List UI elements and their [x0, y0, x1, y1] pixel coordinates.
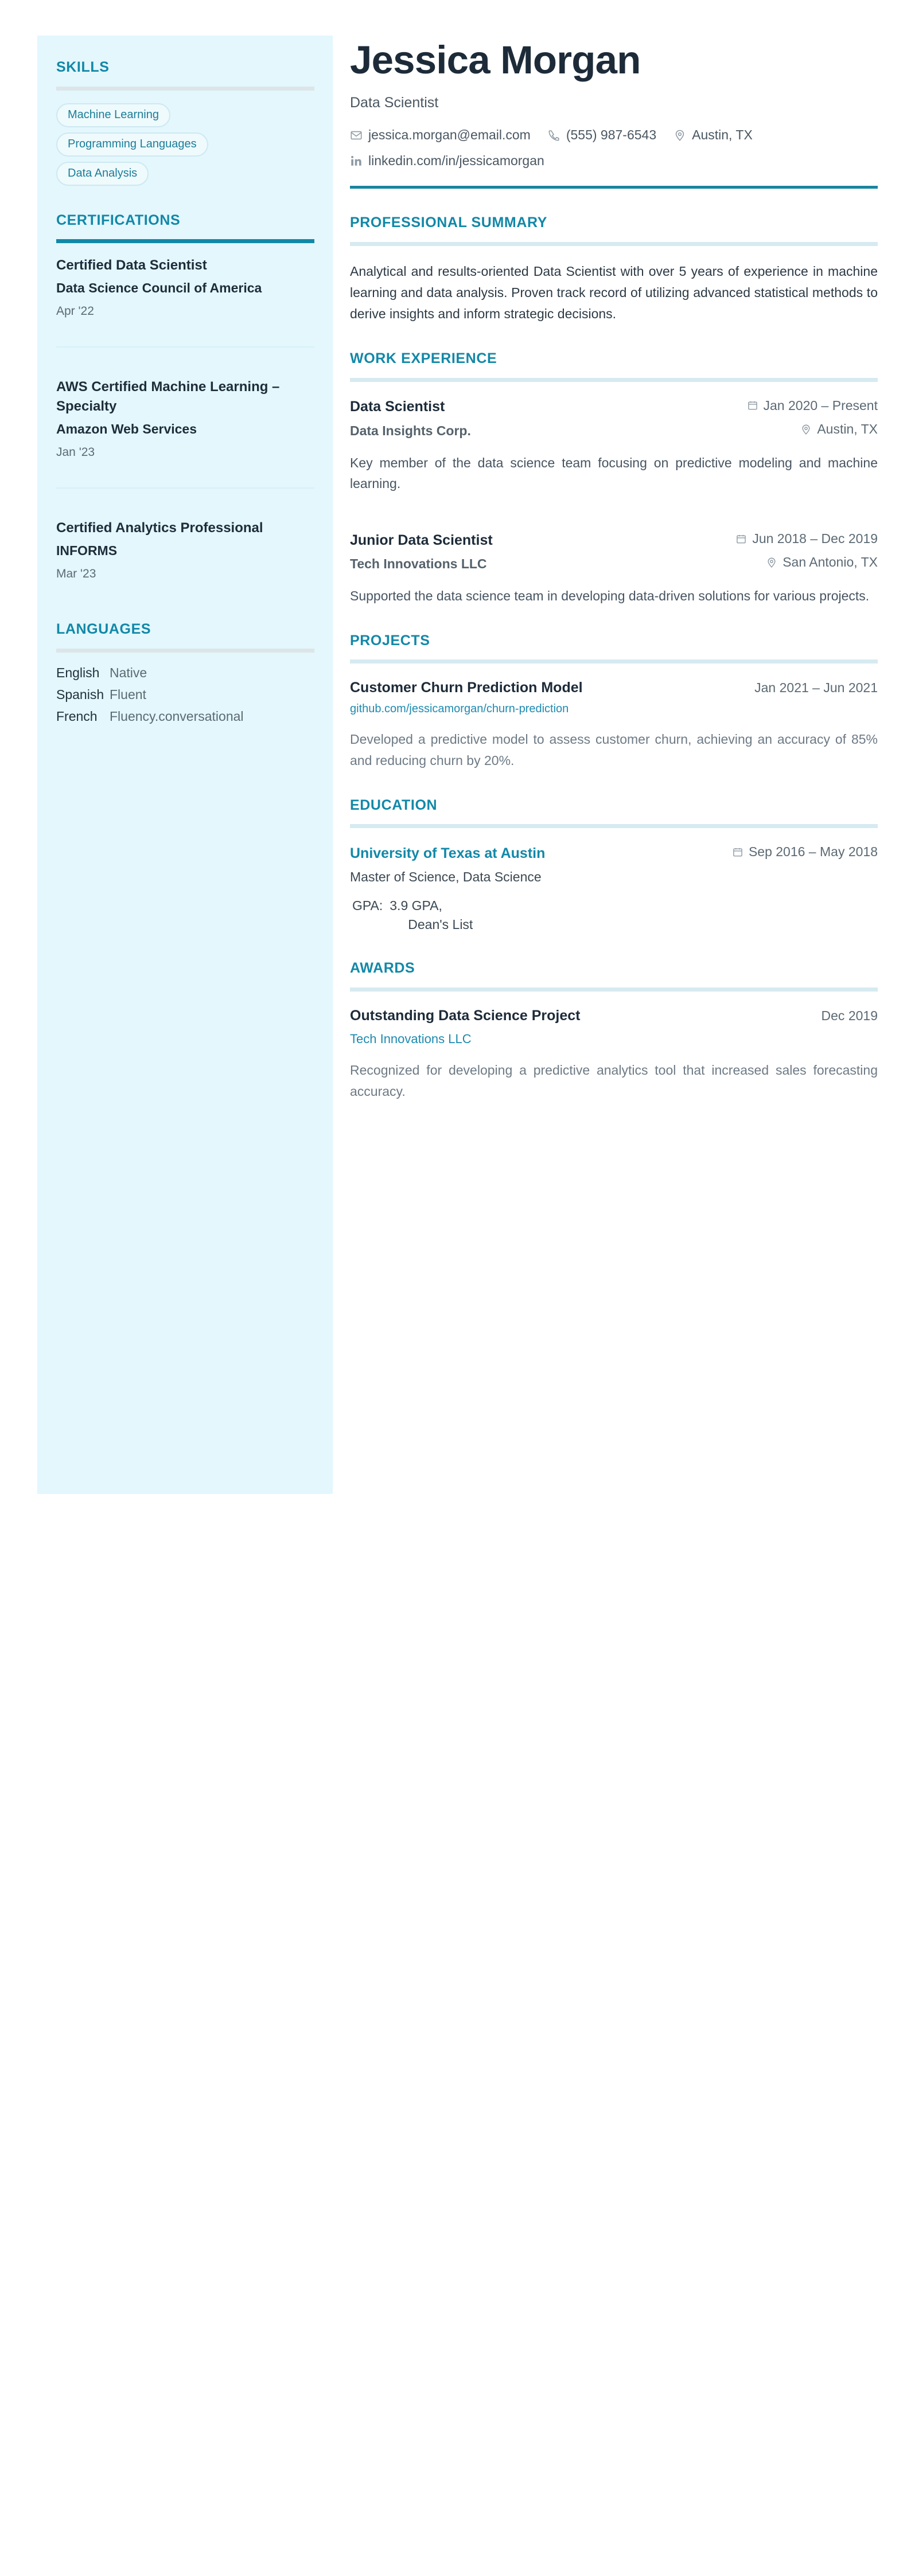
- education-honors: Dean's List: [408, 917, 473, 932]
- sidebar: [37, 36, 333, 1494]
- main-column: [350, 40, 878, 1108]
- work-section-title: WORK EXPERIENCE: [350, 350, 497, 367]
- certification-item: [56, 256, 314, 322]
- contact-phone-text: (555) 987-6543: [566, 127, 657, 142]
- section-professional-summary: [350, 215, 878, 325]
- language-name: Spanish: [56, 686, 104, 702]
- contact-row-primary: [350, 127, 878, 143]
- section-work-experience: [350, 351, 878, 607]
- education-gpa-value: 3.9 GPA,: [390, 897, 442, 913]
- certification-date: Apr '22: [56, 304, 94, 318]
- contact-row-secondary: [350, 153, 878, 169]
- section-education: [350, 798, 878, 935]
- language-row: [56, 709, 314, 724]
- project-dates-text: Jan 2021 – Jun 2021: [754, 680, 878, 696]
- certification-separator: [56, 487, 314, 489]
- certification-name: AWS Certified Machine Learning – Specialty: [56, 379, 280, 415]
- work-dates: [747, 397, 878, 415]
- contact-location: [673, 127, 753, 143]
- language-level: Native: [110, 665, 147, 680]
- awards-divider: [350, 988, 878, 992]
- education-divider: [350, 824, 878, 828]
- skills-divider: [56, 87, 314, 91]
- linkedin-icon: [350, 155, 363, 167]
- awards-section-title: AWARDS: [350, 960, 415, 977]
- project-dates: [754, 679, 878, 697]
- work-position: Data Scientist: [350, 399, 445, 415]
- work-description: Key member of the data science team focusing on predictive modeling and machine learning.: [350, 455, 878, 491]
- award-date: [822, 1007, 878, 1025]
- phone-icon: [548, 129, 560, 142]
- award-entry: [350, 1006, 878, 1102]
- skill-pill[interactable]: Data Analysis: [56, 162, 149, 186]
- calendar-icon: [747, 400, 758, 411]
- resume-header: [350, 40, 878, 189]
- certification-item: [56, 518, 314, 585]
- location-pin-icon: [673, 129, 686, 142]
- work-dates: [735, 530, 878, 548]
- header-divider: [350, 186, 878, 189]
- work-entry: [350, 397, 878, 494]
- certifications-section-title: CERTIFICATIONS: [56, 212, 181, 228]
- work-location: [800, 420, 878, 438]
- language-row: [56, 687, 314, 702]
- languages-list: [56, 665, 314, 724]
- section-projects: [350, 633, 878, 771]
- summary-section-title: PROFESSIONAL SUMMARY: [350, 214, 547, 231]
- project-name: Customer Churn Prediction Model: [350, 680, 583, 696]
- certification-date: Mar '23: [56, 567, 96, 580]
- certification-date: Jan '23: [56, 445, 95, 459]
- language-row: [56, 665, 314, 681]
- award-organization: Tech Innovations LLC: [350, 1031, 472, 1046]
- contact-email-text: jessica.morgan@email.com: [368, 127, 531, 142]
- certification-issuer: Amazon Web Services: [56, 421, 197, 437]
- education-degree: Master of Science, Data Science: [350, 869, 542, 885]
- languages-section-title: LANGUAGES: [56, 621, 151, 638]
- education-section-title: EDUCATION: [350, 797, 438, 813]
- summary-divider: [350, 242, 878, 246]
- work-company: Tech Innovations LLC: [350, 556, 487, 571]
- sidebar-section-languages: [56, 622, 314, 724]
- award-name: Outstanding Data Science Project: [350, 1007, 581, 1024]
- language-level: Fluent: [110, 686, 146, 702]
- language-name: English: [56, 665, 100, 680]
- contact-phone[interactable]: [548, 127, 656, 143]
- project-description: Developed a predictive model to assess customer churn, achieving an accuracy of 85% and reducing churn by 20%.: [350, 732, 878, 768]
- certification-issuer: Data Science Council of America: [56, 280, 262, 296]
- project-url[interactable]: github.com/jessicamorgan/churn-prediction: [350, 702, 569, 716]
- work-location: [766, 553, 878, 571]
- skill-pill[interactable]: Programming Languages: [56, 132, 208, 157]
- contact-location-text: Austin, TX: [692, 127, 753, 142]
- languages-divider: [56, 649, 314, 653]
- page-title: Jessica Morgan: [350, 38, 641, 82]
- project-entry: [350, 678, 878, 771]
- summary-text: Analytical and results-oriented Data Scientist with over 5 years of experience in machine learning and data analysis. Proven track record of utilizing advanced statistical methods to derive insights and inform strategic decisions.: [350, 263, 878, 321]
- contact-linkedin-text: linkedin.com/in/jessicamorgan: [368, 153, 544, 168]
- certification-name: Certified Data Scientist: [56, 257, 207, 273]
- job-title: Data Scientist: [350, 95, 439, 111]
- work-company: Data Insights Corp.: [350, 423, 471, 438]
- education-dates: [732, 843, 878, 861]
- certification-issuer: INFORMS: [56, 543, 118, 559]
- calendar-icon: [732, 846, 743, 858]
- calendar-icon: [735, 533, 747, 545]
- contact-linkedin[interactable]: [350, 153, 544, 169]
- skills-section-title: SKILLS: [56, 59, 110, 75]
- education-school[interactable]: University of Texas at Austin: [350, 845, 546, 861]
- projects-divider: [350, 659, 878, 663]
- location-pin-icon: [800, 424, 812, 435]
- award-date-text: Dec 2019: [821, 1008, 878, 1023]
- certification-item: [56, 377, 314, 463]
- skill-pill[interactable]: Machine Learning: [56, 103, 170, 127]
- education-gpa-label: GPA:: [352, 897, 383, 913]
- work-location-text: San Antonio, TX: [782, 555, 878, 570]
- education-entry: [350, 843, 878, 934]
- certification-name: Certified Analytics Professional: [56, 520, 263, 536]
- location-pin-icon: [766, 557, 777, 568]
- work-position: Junior Data Scientist: [350, 532, 493, 548]
- education-dates-text: Sep 2016 – May 2018: [748, 844, 878, 860]
- sidebar-section-skills: [56, 60, 314, 191]
- skills-list: [56, 103, 314, 191]
- sidebar-section-certifications: [56, 213, 314, 622]
- work-location-text: Austin, TX: [817, 421, 878, 437]
- award-description: Recognized for developing a predictive analytics tool that increased sales forecasting accuracy.: [350, 1063, 878, 1099]
- email-icon: [350, 129, 363, 142]
- work-divider: [350, 378, 878, 382]
- language-name: French: [56, 708, 98, 724]
- projects-section-title: PROJECTS: [350, 632, 430, 649]
- work-entry: [350, 530, 878, 607]
- contact-email[interactable]: [350, 127, 531, 143]
- work-description: Supported the data science team in developing data-driven solutions for various projects.: [350, 588, 870, 603]
- certifications-divider: [56, 239, 314, 243]
- education-gpa-row: [350, 896, 878, 935]
- work-dates-text: Jun 2018 – Dec 2019: [752, 531, 878, 547]
- section-awards: [350, 961, 878, 1102]
- certification-separator: [56, 346, 314, 348]
- language-level: Fluency.conversational: [110, 708, 244, 724]
- work-dates-text: Jan 2020 – Present: [763, 397, 878, 413]
